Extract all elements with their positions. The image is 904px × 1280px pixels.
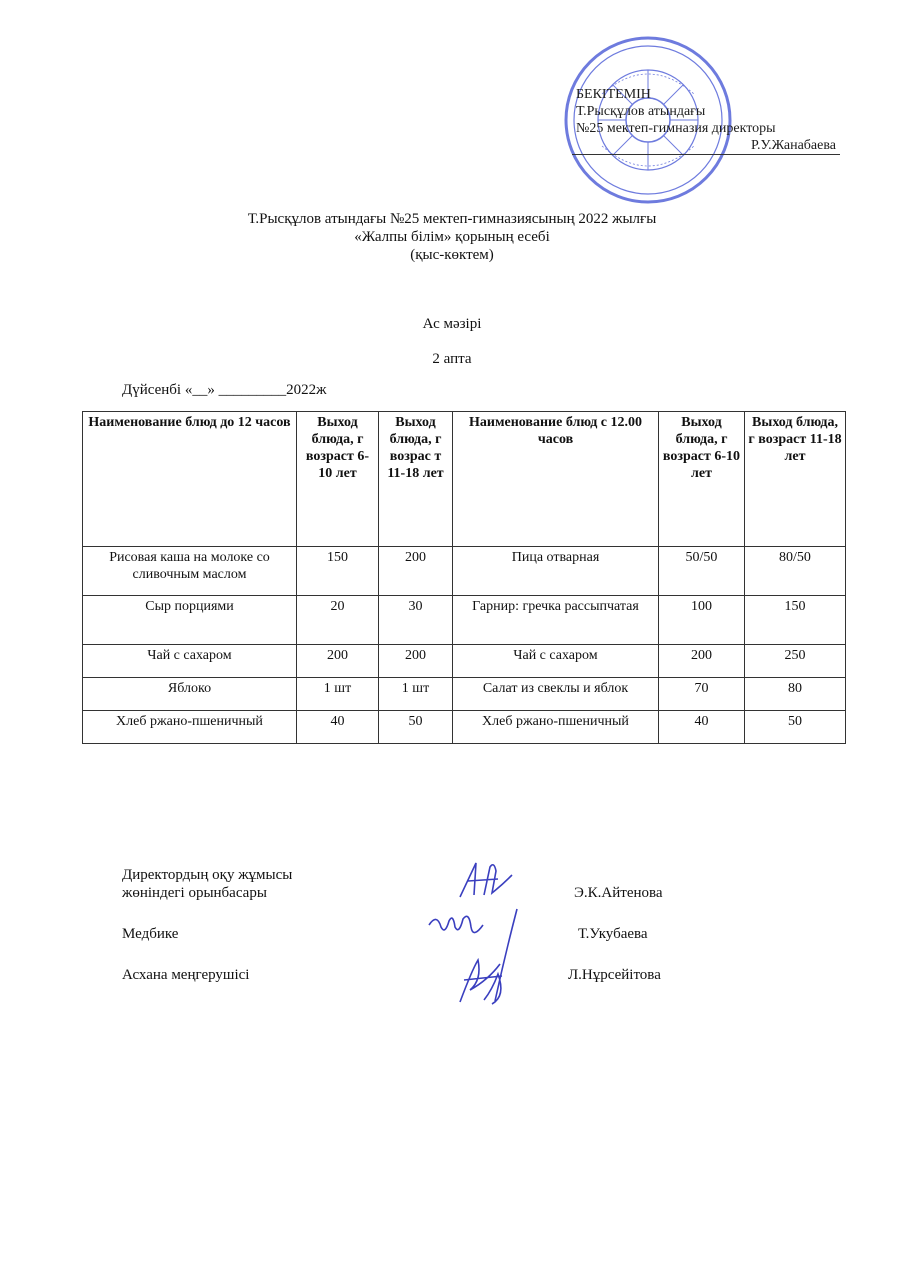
table-cell: Пица отварная	[453, 547, 659, 596]
table-row	[83, 711, 846, 744]
header-cell: Выход блюда, г возраст 6-10 лет	[659, 412, 745, 547]
approval-line-1: БЕКІТЕМІН	[576, 87, 651, 102]
table-cell: Сыр порциями	[83, 596, 297, 645]
document-title	[0, 210, 904, 264]
table-row	[83, 596, 846, 645]
table-row	[83, 645, 846, 678]
approval-block	[520, 86, 840, 155]
week-label: 2 апта	[432, 351, 472, 367]
menu-table	[82, 411, 846, 744]
table-cell: Яблоко	[83, 678, 297, 711]
title-line-2: «Жалпы білім» қорының есебі	[354, 229, 550, 245]
approval-line-3: №25 мектеп-гимназия директоры	[576, 121, 776, 136]
deputy-title	[122, 866, 352, 902]
canteen-name: Л.Нұрсейітова	[568, 967, 661, 983]
table-cell: 250	[745, 645, 846, 678]
table-cell: 80/50	[745, 547, 846, 596]
deputy-title-line-2: жөніндегі орынбасары	[122, 885, 267, 901]
table-cell: 100	[659, 596, 745, 645]
table-cell: 70	[659, 678, 745, 711]
header-cell: Выход блюда, г возрас т 11-18 лет	[379, 412, 453, 547]
table-cell: 1 шт	[297, 678, 379, 711]
table-cell: 150	[745, 596, 846, 645]
table-cell: 200	[297, 645, 379, 678]
nurse-title: Медбике	[122, 926, 179, 942]
table-cell: Салат из свеклы и яблок	[453, 678, 659, 711]
table-cell: 200	[659, 645, 745, 678]
header-cell: Наименование блюд до 12 часов	[83, 412, 297, 547]
table-cell: 50	[745, 711, 846, 744]
nurse-name: Т.Укубаева	[578, 926, 648, 942]
canteen-signature	[448, 950, 518, 1010]
header-cell: Выход блюда, г возраст 11-18 лет	[745, 412, 846, 547]
approval-director-name: Р.У.Жанабаева	[572, 137, 840, 155]
table-cell: 150	[297, 547, 379, 596]
table-cell: 50/50	[659, 547, 745, 596]
canteen-title: Асхана меңгерушісі	[122, 967, 250, 983]
table-cell: 30	[379, 596, 453, 645]
deputy-name: Э.К.Айтенова	[574, 885, 663, 901]
table-header-row	[83, 412, 846, 547]
date-line: Дүйсенбі «__» _________2022ж	[122, 382, 327, 398]
table-cell: Чай с сахаром	[83, 645, 297, 678]
table-cell: 40	[659, 711, 745, 744]
approval-line-2: Т.Рысқұлов атындағы	[576, 104, 706, 119]
table-cell: Рисовая каша на молоке со сливочным маслом	[83, 547, 297, 596]
table-cell: Хлеб ржано-пшеничный	[83, 711, 297, 744]
table-cell: 200	[379, 645, 453, 678]
table-cell: 200	[379, 547, 453, 596]
table-cell: 40	[297, 711, 379, 744]
table-cell: 20	[297, 596, 379, 645]
table-cell: Чай с сахаром	[453, 645, 659, 678]
table-row	[83, 678, 846, 711]
table-cell: Хлеб ржано-пшеничный	[453, 711, 659, 744]
table-row	[83, 547, 846, 596]
table-cell: 80	[745, 678, 846, 711]
table-cell: 1 шт	[379, 678, 453, 711]
table-cell: Гарнир: гречка рассыпчатая	[453, 596, 659, 645]
header-cell: Выход блюда, г возраст 6-10 лет	[297, 412, 379, 547]
header-cell: Наименование блюд с 12.00 часов	[453, 412, 659, 547]
menu-label: Ас мәзірі	[422, 316, 482, 332]
deputy-title-line-1: Директордың оқу жұмысы	[122, 867, 293, 883]
title-line-3: (қыс-көктем)	[410, 247, 494, 263]
table-cell: 50	[379, 711, 453, 744]
title-line-1: Т.Рысқұлов атындағы №25 мектеп-гимназиясының 2022 жылғы	[247, 211, 657, 227]
deputy-signature	[450, 855, 520, 905]
